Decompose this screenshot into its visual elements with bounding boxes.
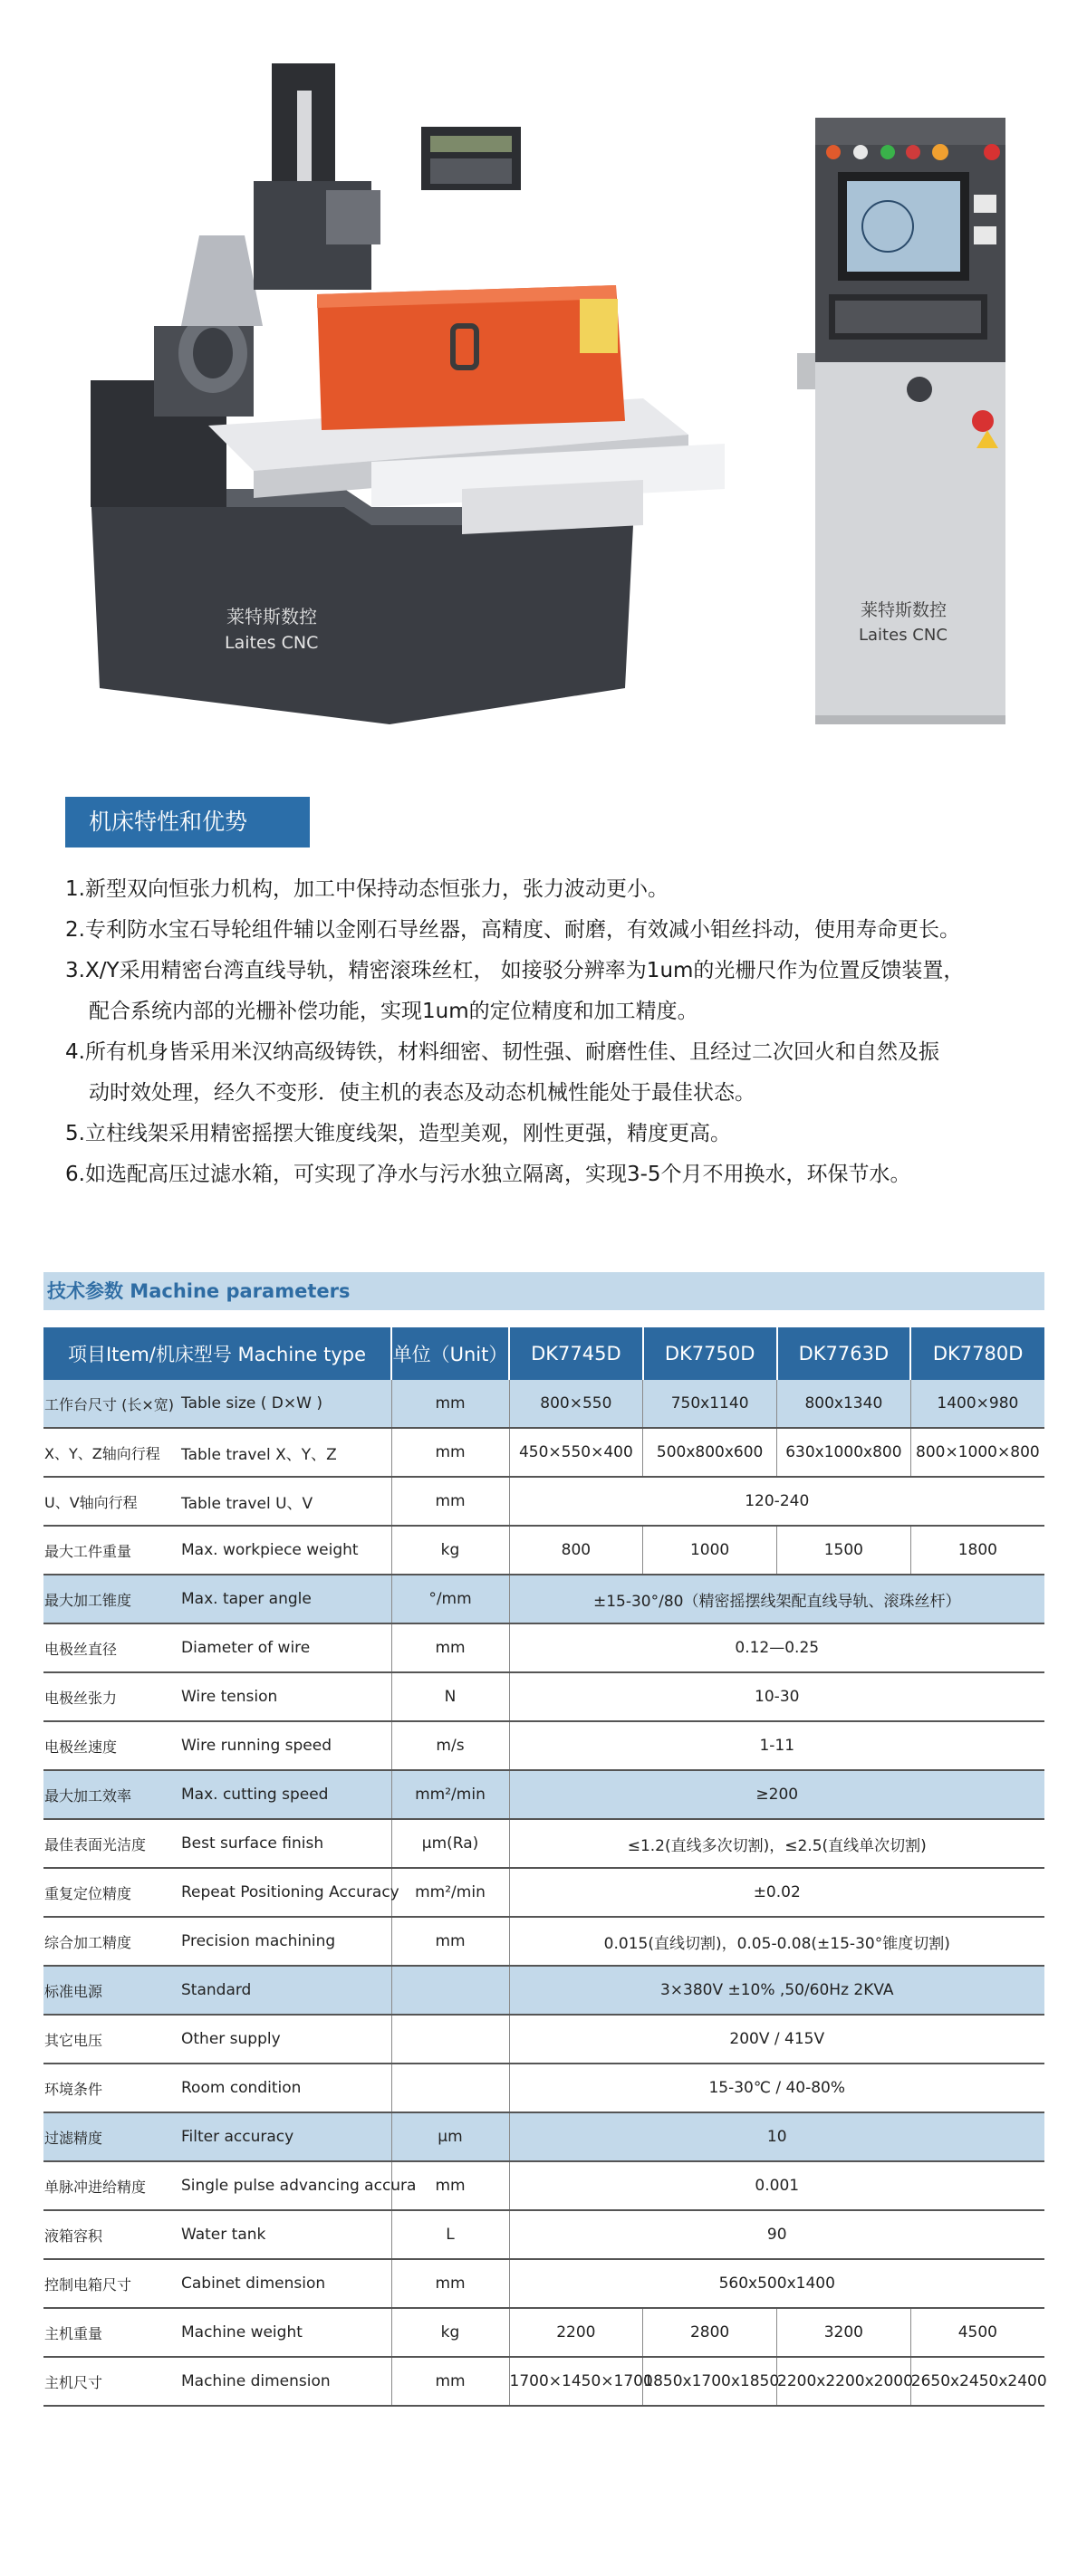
spec-table — [43, 1327, 1047, 2407]
spec-row — [43, 1917, 1044, 1966]
wire-edm-machine-image — [72, 54, 761, 729]
cabinet-brand-cn: 莱特斯数控 — [861, 600, 948, 620]
machine-brand-en: Laites CNC — [225, 633, 319, 653]
feature-text: 5.立柱线架采用精密摇摆大锥度线架，造型美观，刚性更强，精度更高。 — [65, 1122, 731, 1145]
spec-value: 1700×1450×1700 — [509, 2357, 643, 2406]
spec-name-en: Wire running speed — [178, 1721, 391, 1770]
spec-name-en: Precision machining — [178, 1917, 391, 1966]
feature-item — [65, 951, 1044, 1032]
spec-value: 500x800x600 — [643, 1428, 777, 1477]
spec-value: 1500 — [777, 1526, 911, 1575]
spec-table-header — [43, 1327, 1044, 1380]
spec-row — [43, 1380, 1044, 1428]
spec-value: 1850x1700x1850 — [643, 2357, 777, 2406]
feature-text-continued: 动时效处理，经久不变形．使主机的表态及动态机械性能处于最佳状态。 — [89, 1081, 755, 1105]
header-model: DK7750D — [643, 1327, 777, 1380]
spec-unit: N — [391, 1672, 509, 1721]
spec-row — [43, 2308, 1044, 2357]
spec-name-en: Other supply — [178, 2015, 391, 2064]
spec-unit — [391, 2015, 509, 2064]
spec-value: 1800 — [910, 1526, 1044, 1575]
spec-value: 800 — [509, 1526, 643, 1575]
spec-row — [43, 1477, 1044, 1526]
feature-text: 3.X/Y采用精密台湾直线导轨，精密滚珠丝杠， 如接驳分辨率为1um的光栅尺作为位置反馈装置， — [65, 959, 965, 982]
spec-value: 560x500x1400 — [509, 2259, 1044, 2308]
header-model: DK7745D — [509, 1327, 643, 1380]
spec-value: 0.001 — [509, 2161, 1044, 2210]
spec-name-en: Machine dimension — [178, 2357, 391, 2406]
spec-value: ±0.02 — [509, 1868, 1044, 1917]
spec-name-cn: 电极丝速度 — [43, 1721, 178, 1770]
spec-value: 750x1140 — [643, 1380, 777, 1428]
spec-value: 3×380V ±10% ,50/60Hz 2KVA — [509, 1966, 1044, 2015]
spec-unit: μm — [391, 2112, 509, 2161]
spec-name-en: Max. cutting speed — [178, 1770, 391, 1819]
spec-row — [43, 1770, 1044, 1819]
spec-row — [43, 1819, 1044, 1868]
spec-row — [43, 2357, 1044, 2406]
feature-text: 2.专利防水宝石导轮组件辅以金刚石导丝器，高精度、耐磨，有效减小钼丝抖动，使用寿命更长。 — [65, 918, 960, 942]
spec-value: 630x1000x800 — [777, 1428, 911, 1477]
spec-unit — [391, 2064, 509, 2112]
spec-name-cn: 过滤精度 — [43, 2112, 178, 2161]
spec-row — [43, 1526, 1044, 1575]
spec-name-cn: 最佳表面光洁度 — [43, 1819, 178, 1868]
feature-item — [65, 1032, 1044, 1114]
spec-row — [43, 2210, 1044, 2259]
spec-unit: mm²/min — [391, 1868, 509, 1917]
spec-value: ≥200 — [509, 1770, 1044, 1819]
spec-name-cn: 主机重量 — [43, 2308, 178, 2357]
spec-value: 90 — [509, 2210, 1044, 2259]
spec-unit: μm(Ra) — [391, 1819, 509, 1868]
spec-name-cn: 环境条件 — [43, 2064, 178, 2112]
spec-name-cn: 最大加工锥度 — [43, 1575, 178, 1623]
spec-value: 800×1000×800 — [910, 1428, 1044, 1477]
spec-value: 2650x2450x2400 — [910, 2357, 1044, 2406]
spec-unit: mm — [391, 2259, 509, 2308]
spec-name-en: Repeat Positioning Accuracy — [178, 1868, 391, 1917]
spec-unit: L — [391, 2210, 509, 2259]
features-list — [65, 869, 1044, 1195]
spec-unit: mm — [391, 1917, 509, 1966]
spec-value: ±15-30°/80（精密摇摆线架配直线导轨、滚珠丝杆） — [509, 1575, 1044, 1623]
spec-name-cn: 控制电箱尺寸 — [43, 2259, 178, 2308]
feature-item — [65, 910, 1044, 951]
spec-unit — [391, 1966, 509, 2015]
spec-unit: mm — [391, 1623, 509, 1672]
feature-item — [65, 1114, 1044, 1154]
spec-name-cn: 电极丝张力 — [43, 1672, 178, 1721]
feature-text: 1.新型双向恒张力机构，加工中保持动态恒张力，张力波动更小。 — [65, 877, 669, 901]
header-unit: 单位（Unit） — [391, 1327, 509, 1380]
spec-name-cn: 综合加工精度 — [43, 1917, 178, 1966]
spec-name-en: Best surface finish — [178, 1819, 391, 1868]
spec-name-en: Single pulse advancing accura — [178, 2161, 391, 2210]
spec-name-cn: 最大工件重量 — [43, 1526, 178, 1575]
spec-name-en: Room condition — [178, 2064, 391, 2112]
spec-name-cn: 单脉冲进给精度 — [43, 2161, 178, 2210]
spec-name-cn: U、V轴向行程 — [43, 1477, 178, 1526]
spec-value: 0.12—0.25 — [509, 1623, 1044, 1672]
spec-row — [43, 1966, 1044, 2015]
spec-name-cn: 工作台尺寸 (长×宽) — [43, 1380, 178, 1428]
spec-row — [43, 2112, 1044, 2161]
spec-section-title: 技术参数 Machine parameters — [43, 1272, 1044, 1310]
spec-row — [43, 2259, 1044, 2308]
feature-text: 4.所有机身皆采用米汉纳高级铸铁，材料细密、韧性强、耐磨性佳、且经过二次回火和自然及振 — [65, 1040, 939, 1064]
spec-name-en: Table travel X、Y、Z — [178, 1428, 391, 1477]
spec-name-cn: 其它电压 — [43, 2015, 178, 2064]
product-photos — [0, 0, 1087, 742]
spec-value: 800×550 — [509, 1380, 643, 1428]
spec-value: 120-240 — [509, 1477, 1044, 1526]
spec-row — [43, 1428, 1044, 1477]
spec-unit: mm — [391, 1428, 509, 1477]
spec-name-en: Max. workpiece weight — [178, 1526, 391, 1575]
spec-value: 15-30℃ / 40-80% — [509, 2064, 1044, 2112]
header-model: DK7763D — [777, 1327, 911, 1380]
spec-value: 10 — [509, 2112, 1044, 2161]
machine-brand-cn: 莱特斯数控 — [226, 606, 317, 627]
header-model: DK7780D — [910, 1327, 1044, 1380]
spec-unit: mm — [391, 2357, 509, 2406]
spec-value: 2200 — [509, 2308, 643, 2357]
spec-name-cn: 重复定位精度 — [43, 1868, 178, 1917]
spec-name-en: Diameter of wire — [178, 1623, 391, 1672]
spec-value: 1-11 — [509, 1721, 1044, 1770]
spec-name-cn: 最大加工效率 — [43, 1770, 178, 1819]
spec-value: 1000 — [643, 1526, 777, 1575]
spec-value: 450×550×400 — [509, 1428, 643, 1477]
spec-unit: °/mm — [391, 1575, 509, 1623]
spec-row — [43, 1623, 1044, 1672]
spec-name-en: Table travel U、V — [178, 1477, 391, 1526]
spec-value: 3200 — [777, 2308, 911, 2357]
spec-row — [43, 1868, 1044, 1917]
spec-row — [43, 1575, 1044, 1623]
spec-name-en: Water tank — [178, 2210, 391, 2259]
spec-row — [43, 2015, 1044, 2064]
spec-unit: kg — [391, 1526, 509, 1575]
spec-name-cn: 主机尺寸 — [43, 2357, 178, 2406]
spec-name-en: Machine weight — [178, 2308, 391, 2357]
spec-name-en: Max. taper angle — [178, 1575, 391, 1623]
spec-value: 4500 — [910, 2308, 1044, 2357]
spec-row — [43, 2161, 1044, 2210]
features-heading: 机床特性和优势 — [65, 797, 310, 847]
feature-text: 6.如选配高压过滤水箱，可实现了净水与污水独立隔离，实现3-5个月不用换水，环保节水。 — [65, 1163, 911, 1186]
spec-value: 200V / 415V — [509, 2015, 1044, 2064]
spec-value: 2800 — [643, 2308, 777, 2357]
spec-name-cn: 电极丝直径 — [43, 1623, 178, 1672]
feature-item — [65, 869, 1044, 910]
spec-unit: mm²/min — [391, 1770, 509, 1819]
spec-unit: mm — [391, 2161, 509, 2210]
header-item: 项目Item/机床型号 Machine type — [43, 1327, 391, 1380]
spec-name-en: Table size ( D×W ) — [178, 1380, 391, 1428]
spec-unit: m/s — [391, 1721, 509, 1770]
spec-name-en: Filter accuracy — [178, 2112, 391, 2161]
spec-value: 0.015(直线切割)，0.05-0.08(±15-30°锥度切割) — [509, 1917, 1044, 1966]
spec-row — [43, 1672, 1044, 1721]
spec-value: ≤1.2(直线多次切割)，≤2.5(直线单次切割) — [509, 1819, 1044, 1868]
feature-item — [65, 1154, 1044, 1195]
spec-unit: kg — [391, 2308, 509, 2357]
spec-value: 10-30 — [509, 1672, 1044, 1721]
spec-name-cn: 标准电源 — [43, 1966, 178, 2015]
cabinet-brand-en: Laites CNC — [859, 626, 948, 645]
spec-row — [43, 1721, 1044, 1770]
spec-name-en: Cabinet dimension — [178, 2259, 391, 2308]
spec-value: 2200x2200x2000 — [777, 2357, 911, 2406]
spec-name-cn: 液箱容积 — [43, 2210, 178, 2259]
spec-name-en: Wire tension — [178, 1672, 391, 1721]
spec-name-en: Standard — [178, 1966, 391, 2015]
spec-unit: mm — [391, 1380, 509, 1428]
spec-value: 800x1340 — [777, 1380, 911, 1428]
spec-name-cn: X、Y、Z轴向行程 — [43, 1428, 178, 1477]
spec-row — [43, 2064, 1044, 2112]
spec-value: 1400×980 — [910, 1380, 1044, 1428]
feature-text-continued: 配合系统内部的光栅补偿功能，实现1um的定位精度和加工精度。 — [89, 1000, 698, 1023]
control-cabinet-image — [797, 100, 1024, 733]
spec-unit: mm — [391, 1477, 509, 1526]
